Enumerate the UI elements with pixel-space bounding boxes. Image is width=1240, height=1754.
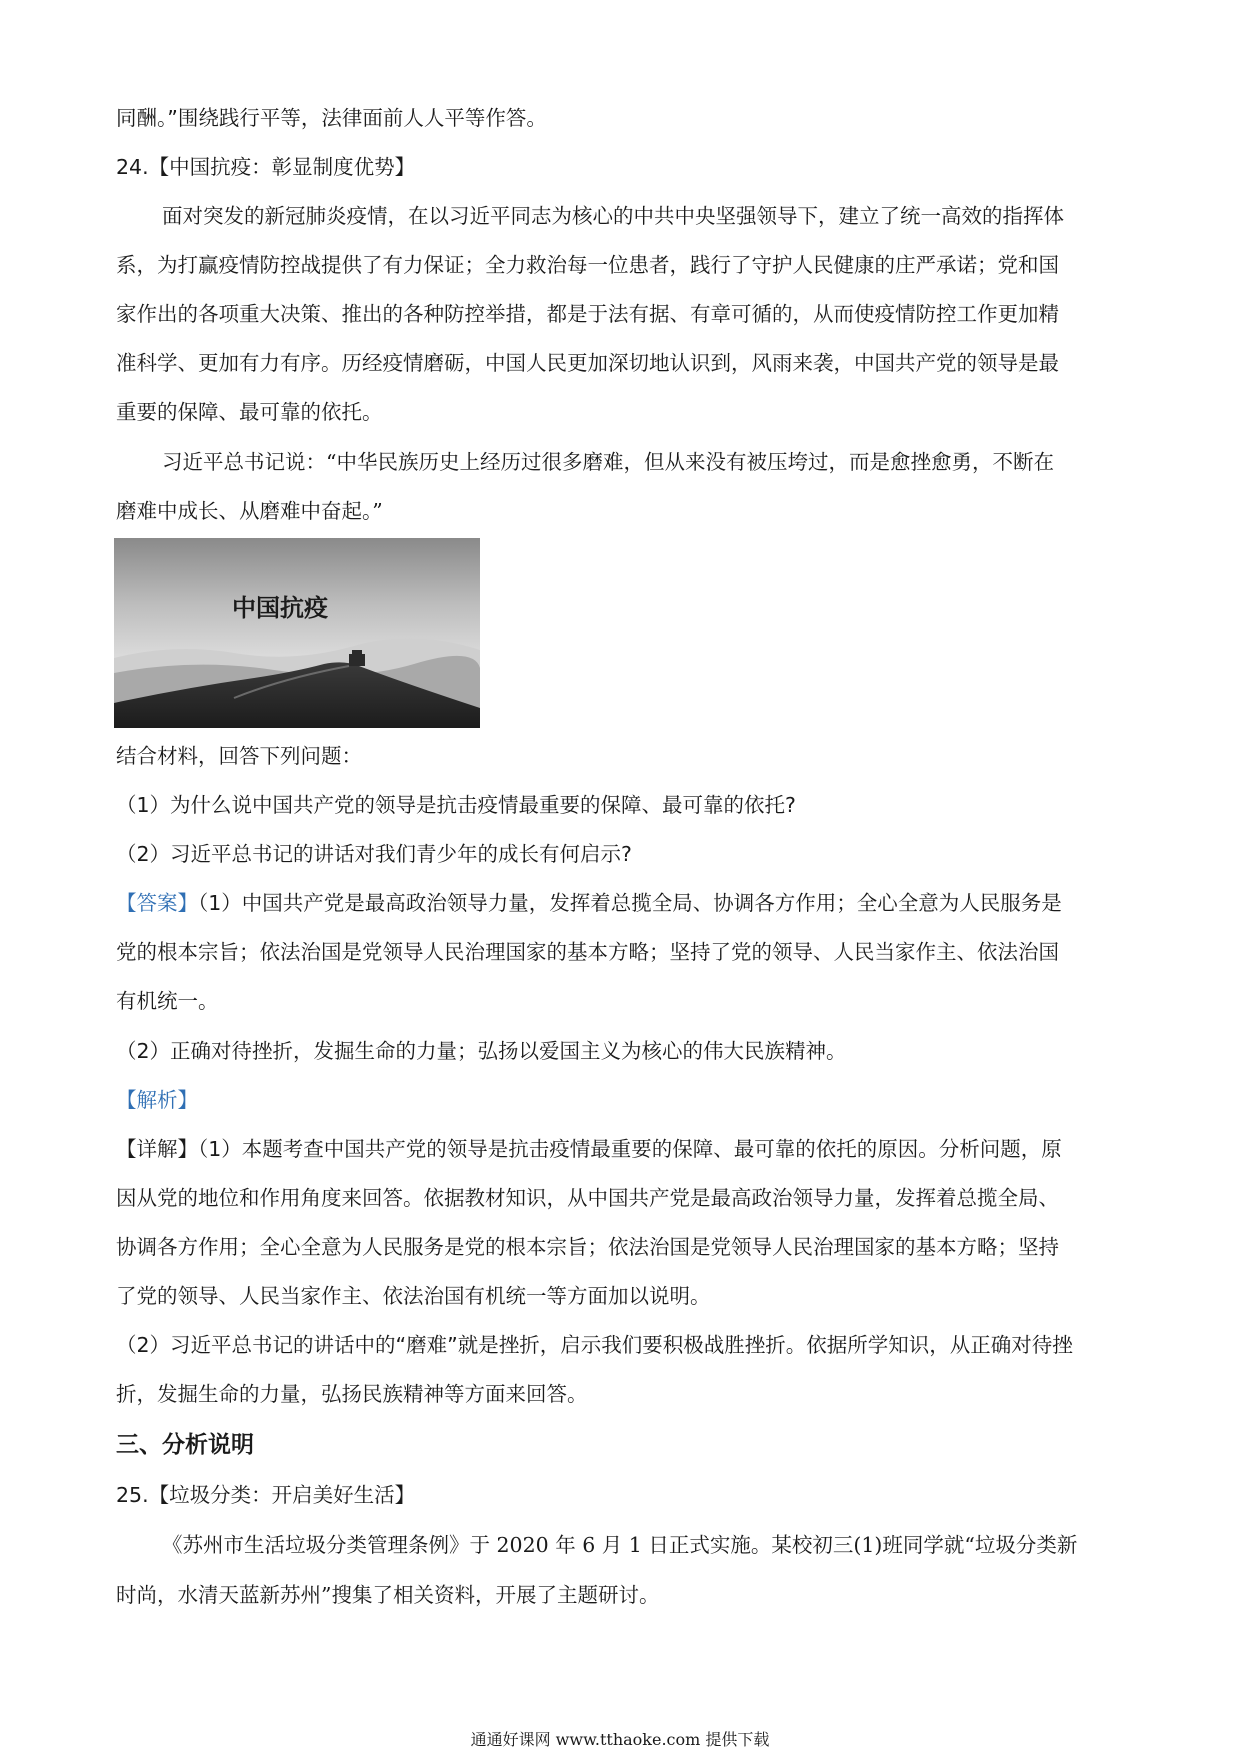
instruction-text: 结合材料，回答下列问题：	[116, 744, 362, 768]
answer-text: （1）中国共产党是最高政治领导力量，发挥着总揽全局、协调各方作用；全心全意为人民服务是	[198, 891, 1062, 915]
question-24-title: 24.【中国抗疫：彰显制度优势】	[116, 155, 416, 179]
great-wall-landscape-image	[114, 538, 480, 728]
detail-line: （2）习近平总书记的讲话中的“磨难”就是挫折，启示我们要积极战胜挫折。依据所学知识，从正确对待挫	[116, 1333, 1073, 1357]
page-footer: 通通好课网 www.tthaoke.com 提供下载	[470, 1730, 770, 1749]
sub-question-1: （1）为什么说中国共产党的领导是抗击疫情最重要的保障、最可靠的依托?	[116, 793, 796, 817]
material-paragraph-line: 《苏州市生活垃圾分类管理条例》于 2020 年 6 月 1 日正式实施。某校初三(1)班同学就“垃圾分类新	[162, 1533, 1078, 1557]
detail-label: 【详解】	[116, 1137, 198, 1161]
detail-line: 折，发掘生命的力量，弘扬民族精神等方面来回答。	[116, 1382, 588, 1406]
detail-text: （1）本题考查中国共产党的领导是抗击疫情最重要的保障、最可靠的依托的原因。分析问题，原	[198, 1137, 1062, 1161]
detail-line: 了党的领导、人民当家作主、依法治国有机统一等方面加以说明。	[116, 1284, 711, 1308]
material-paragraph-line: 时尚，水清天蓝新苏州”搜集了相关资料，开展了主题研讨。	[116, 1583, 660, 1607]
material-paragraph-line: 面对突发的新冠肺炎疫情，在以习近平同志为核心的中共中央坚强领导下，建立了统一高效的指挥体	[162, 204, 1064, 228]
material-paragraph-line: 重要的保障、最可靠的依托。	[116, 400, 383, 424]
china-fights-epidemic-photo	[114, 538, 480, 728]
answer-label: 【答案】	[116, 891, 198, 915]
detail-line: 协调各方作用；全心全意为人民服务是党的根本宗旨；依法治国是党领导人民治理国家的基本方略；坚持	[116, 1235, 1059, 1259]
section-heading: 三、分析说明	[116, 1432, 254, 1458]
material-paragraph-line: 家作出的各项重大决策、推出的各种防控举措，都是于法有据、有章可循的，从而使疫情防控工作更加精	[116, 302, 1059, 326]
answer-line: 党的根本宗旨；依法治国是党领导人民治理国家的基本方略；坚持了党的领导、人民当家作主、依法治国	[116, 940, 1059, 964]
image-caption: 中国抗疫	[232, 593, 328, 622]
answer-line: 有机统一。	[116, 989, 219, 1013]
detail-line	[116, 1134, 1062, 1164]
answer-line: （2）正确对待挫折，发掘生命的力量；弘扬以爱国主义为核心的伟大民族精神。	[116, 1039, 847, 1063]
analysis-label: 【解析】	[116, 1088, 198, 1112]
quote-paragraph-line: 磨难中成长、从磨难中奋起。”	[116, 499, 383, 523]
sub-question-2: （2）习近平总书记的讲话对我们青少年的成长有何启示?	[116, 842, 632, 866]
text-line: 同酬。”围绕践行平等，法律面前人人平等作答。	[116, 106, 547, 130]
detail-line: 因从党的地位和作用角度来回答。依据教材知识，从中国共产党是最高政治领导力量，发挥着总揽全局、	[116, 1186, 1059, 1210]
material-paragraph-line: 准科学、更加有力有序。历经疫情磨砺，中国人民更加深切地认识到，风雨来袭，中国共产党的领导是最	[116, 351, 1059, 375]
quote-paragraph-line: 习近平总书记说：“中华民族历史上经历过很多磨难，但从来没有被压垮过，而是愈挫愈勇，不断在	[162, 450, 1054, 474]
answer-line	[116, 888, 1062, 918]
question-25-title: 25.【垃圾分类：开启美好生活】	[116, 1483, 416, 1507]
material-paragraph-line: 系，为打赢疫情防控战提供了有力保证；全力救治每一位患者，践行了守护人民健康的庄严承诺；党和国	[116, 253, 1059, 277]
